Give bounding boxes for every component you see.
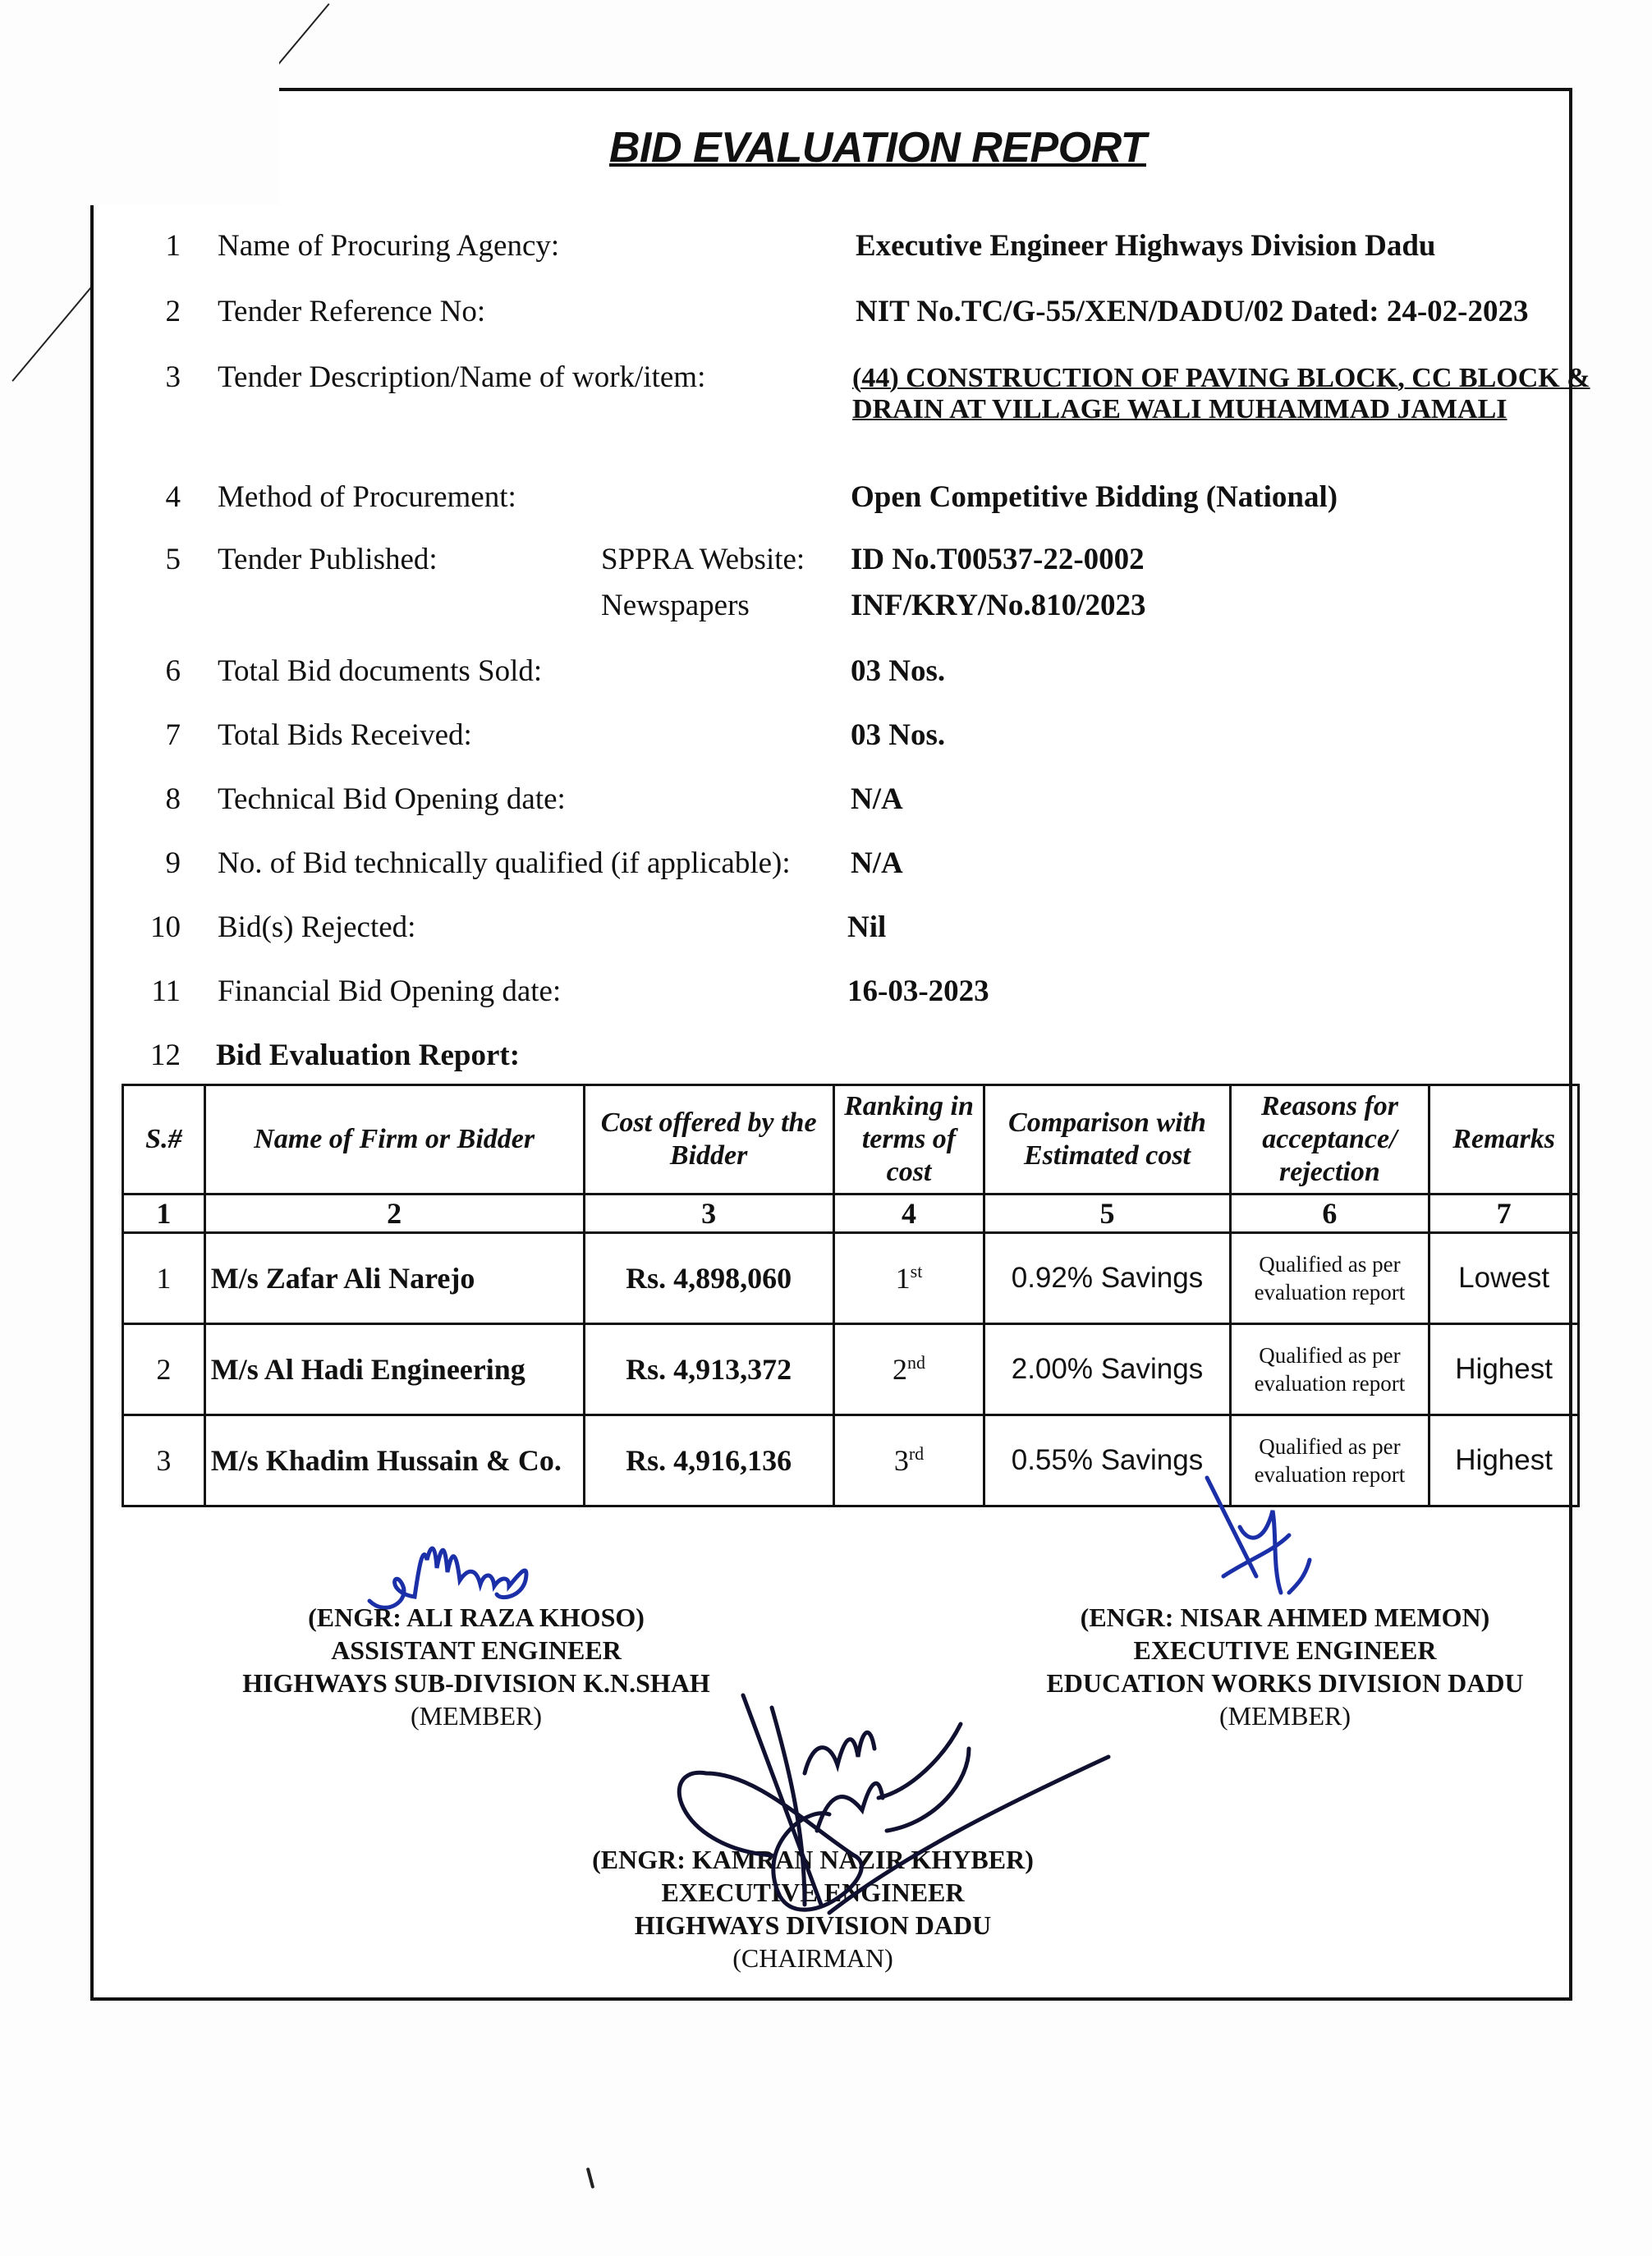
tender-description-line-2: DRAIN AT VILLAGE WALI MUHAMMAD JAMALI xyxy=(852,394,1507,424)
cell-remarks: Highest xyxy=(1429,1324,1579,1415)
table-row xyxy=(123,1233,1579,1324)
table-row xyxy=(123,1324,1579,1415)
cell-firm: M/s Zafar Ali Narejo xyxy=(204,1233,584,1324)
header-sn: S.# xyxy=(123,1085,205,1194)
header-cost: Cost offered by the Bidder xyxy=(584,1085,833,1194)
cell-rank xyxy=(833,1233,984,1324)
field-number: 2 xyxy=(165,295,181,328)
bids-received-value: 03 Nos. xyxy=(851,718,946,752)
cell-comparison: 0.55% Savings xyxy=(984,1415,1230,1506)
field-number: 8 xyxy=(165,782,181,816)
cell-rank xyxy=(833,1415,984,1506)
signatory-office: HIGHWAYS DIVISION DADU xyxy=(634,1910,992,1940)
field-number: 5 xyxy=(165,543,181,576)
column-number: 5 xyxy=(984,1194,1230,1233)
cell-reason: Qualified as per evaluation report xyxy=(1230,1233,1429,1324)
field-number: 4 xyxy=(165,480,181,514)
signatory-designation: EXECUTIVE ENGINEER xyxy=(661,1878,965,1907)
signatory-role: (MEMBER) xyxy=(411,1701,542,1731)
sppra-id-value: ID No.T00537-22-0002 xyxy=(851,543,1145,576)
column-number: 2 xyxy=(204,1194,584,1233)
field-label: Total Bid documents Sold: xyxy=(218,654,543,688)
signatory-office: HIGHWAYS SUB-DIVISION K.N.SHAH xyxy=(242,1668,710,1698)
cell-sn: 3 xyxy=(123,1415,205,1506)
column-number: 6 xyxy=(1230,1194,1429,1233)
column-number-row xyxy=(123,1194,1579,1233)
header-firm: Name of Firm or Bidder xyxy=(204,1085,584,1194)
table-header-row xyxy=(123,1085,1579,1194)
cell-rank xyxy=(833,1324,984,1415)
signatory-designation: EXECUTIVE ENGINEER xyxy=(1133,1635,1437,1665)
field-label: Bid Evaluation Report: xyxy=(216,1039,521,1072)
procurement-method-value: Open Competitive Bidding (National) xyxy=(851,480,1338,514)
field-label: Financial Bid Opening date: xyxy=(218,974,562,1008)
cell-firm: M/s Khadim Hussain & Co. xyxy=(204,1415,584,1506)
field-label: Total Bids Received: xyxy=(218,718,472,752)
column-number: 1 xyxy=(123,1194,205,1233)
cell-sn: 1 xyxy=(123,1233,205,1324)
signatory-designation: ASSISTANT ENGINEER xyxy=(331,1635,622,1665)
page-title: BID EVALUATION REPORT xyxy=(609,124,1146,172)
column-number: 7 xyxy=(1429,1194,1579,1233)
signature-kamran-nazir-khyber xyxy=(640,1667,1133,1937)
cell-cost: Rs. 4,898,060 xyxy=(584,1233,833,1324)
financial-opening-value: 16-03-2023 xyxy=(847,974,989,1008)
field-label: No. of Bid technically qualified (if applicable): xyxy=(218,846,791,880)
field-number: 12 xyxy=(150,1039,181,1072)
bid-evaluation-table xyxy=(122,1084,1580,1507)
signatory-role: (MEMBER) xyxy=(1219,1701,1351,1731)
cell-comparison: 0.92% Savings xyxy=(984,1233,1230,1324)
field-label: Tender Reference No: xyxy=(218,295,486,328)
cell-firm: M/s Al Hadi Engineering xyxy=(204,1324,584,1415)
field-number: 1 xyxy=(165,229,181,263)
technically-qualified-value: N/A xyxy=(851,846,903,880)
bid-documents-sold-value: 03 Nos. xyxy=(851,654,946,688)
header-ranking: Ranking in terms of cost xyxy=(833,1085,984,1194)
signatory-name: (ENGR: ALI RAZA KHOSO) xyxy=(308,1603,645,1632)
header-reasons: Reasons for acceptance/ rejection xyxy=(1230,1085,1429,1194)
signatory-role: (CHAIRMAN) xyxy=(732,1943,893,1973)
field-label: Technical Bid Opening date: xyxy=(218,782,566,816)
procuring-agency-value: Executive Engineer Highways Division Dadu xyxy=(856,229,1436,263)
field-number: 7 xyxy=(165,718,181,752)
column-number: 3 xyxy=(584,1194,833,1233)
signature-nisar-ahmed-memon xyxy=(1191,1461,1371,1609)
field-number: 9 xyxy=(165,846,181,880)
bids-rejected-value: Nil xyxy=(847,910,887,944)
cell-cost: Rs. 4,913,372 xyxy=(584,1324,833,1415)
rank-suffix: nd xyxy=(907,1352,925,1373)
ink-mark xyxy=(586,2167,595,2189)
header-comparison: Comparison with Estimated cost xyxy=(984,1085,1230,1194)
rank-number: 3 xyxy=(893,1444,909,1477)
field-label: Bid(s) Rejected: xyxy=(218,910,416,944)
cell-reason: Qualified as per evaluation report xyxy=(1230,1324,1429,1415)
column-number: 4 xyxy=(833,1194,984,1233)
rank-number: 2 xyxy=(893,1353,907,1386)
tender-description-line-1: (44) CONSTRUCTION OF PAVING BLOCK, CC BLOCK & xyxy=(852,363,1590,393)
field-label: Name of Procuring Agency: xyxy=(218,229,560,263)
cell-remarks: Highest xyxy=(1429,1415,1579,1506)
folded-corner xyxy=(0,0,279,205)
field-label: Method of Procurement: xyxy=(218,480,516,514)
cell-cost: Rs. 4,916,136 xyxy=(584,1415,833,1506)
cell-comparison: 2.00% Savings xyxy=(984,1324,1230,1415)
header-remarks: Remarks xyxy=(1429,1085,1579,1194)
technical-opening-value: N/A xyxy=(851,782,903,816)
cell-sn: 2 xyxy=(123,1324,205,1415)
field-number: 10 xyxy=(150,910,181,944)
signatory-name: (ENGR: KAMRAN NAZIR KHYBER) xyxy=(592,1845,1034,1874)
tender-reference-value: NIT No.TC/G-55/XEN/DADU/02 Dated: 24-02-2023 xyxy=(856,295,1529,328)
rank-suffix: st xyxy=(910,1261,923,1282)
cell-reason: Qualified as per evaluation report xyxy=(1230,1415,1429,1506)
sppra-website-label: SPPRA Website: xyxy=(601,543,805,576)
signatory-name: (ENGR: NISAR AHMED MEMON) xyxy=(1080,1603,1490,1632)
field-number: 3 xyxy=(165,360,181,394)
field-number: 6 xyxy=(165,654,181,688)
field-label: Tender Description/Name of work/item: xyxy=(218,360,706,394)
field-label: Tender Published: xyxy=(218,543,438,576)
rank-number: 1 xyxy=(895,1262,911,1295)
cell-remarks: Lowest xyxy=(1429,1233,1579,1324)
signatory-office: EDUCATION WORKS DIVISION DADU xyxy=(1046,1668,1524,1698)
field-number: 11 xyxy=(151,974,181,1008)
newspapers-label: Newspapers xyxy=(601,589,750,622)
rank-suffix: rd xyxy=(908,1443,925,1464)
newspaper-ref-value: INF/KRY/No.810/2023 xyxy=(851,589,1146,622)
